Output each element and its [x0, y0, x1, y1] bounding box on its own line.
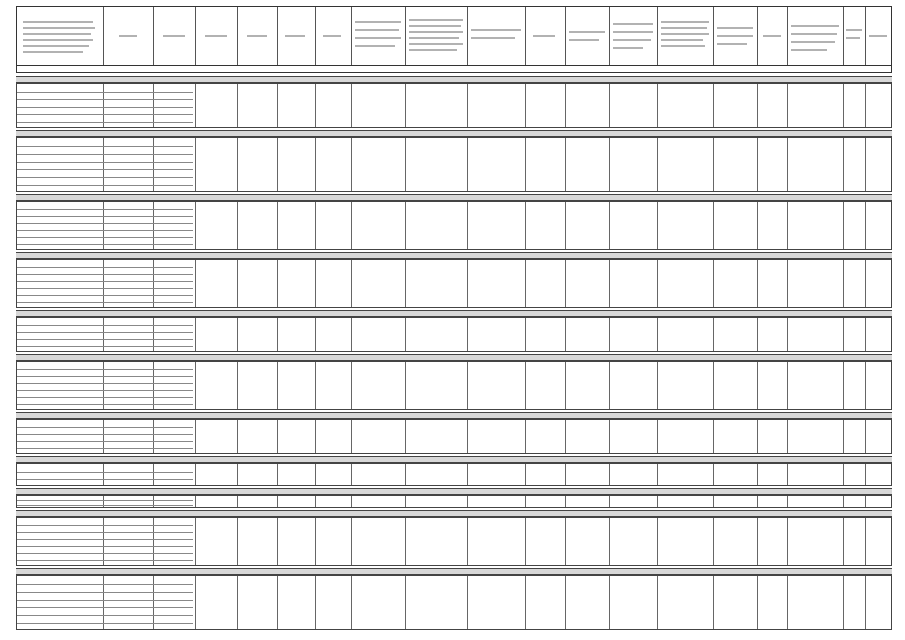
grid-line — [609, 362, 610, 409]
table-row — [17, 223, 193, 224]
grid-line — [315, 84, 316, 127]
table-row — [17, 274, 193, 275]
header-col-9 — [405, 7, 468, 65]
grid-line — [865, 318, 866, 351]
grid-line — [351, 260, 352, 307]
table-row — [17, 479, 193, 480]
table-row — [17, 539, 193, 540]
grid-line — [843, 138, 844, 191]
table-section — [16, 130, 892, 192]
table-row — [17, 427, 193, 428]
grid-line — [657, 496, 658, 507]
grid-line — [315, 518, 316, 565]
grid-line — [865, 576, 866, 629]
table-row — [17, 244, 193, 245]
table-row — [17, 532, 193, 533]
grid-line — [405, 260, 406, 307]
grid-line — [865, 138, 866, 191]
grid-line — [525, 84, 526, 127]
table-section — [16, 488, 892, 508]
grid-line — [757, 576, 758, 629]
section-title-band — [16, 456, 892, 463]
table-row — [17, 185, 193, 186]
header-col-12 — [565, 7, 610, 65]
header-col-15 — [713, 7, 758, 65]
grid-line — [657, 362, 658, 409]
column-number-row — [16, 66, 892, 73]
table-row — [17, 114, 193, 115]
table-row — [17, 623, 193, 624]
grid-line — [315, 202, 316, 249]
table-section — [16, 194, 892, 250]
grid-line — [657, 202, 658, 249]
grid-line — [277, 138, 278, 191]
header-col-7 — [315, 7, 352, 65]
table-row — [17, 216, 193, 217]
grid-line — [787, 496, 788, 507]
grid-line — [787, 260, 788, 307]
header-col-5 — [237, 7, 278, 65]
table-row — [17, 376, 193, 377]
grid-line — [467, 464, 468, 485]
grid-line — [865, 420, 866, 453]
table-row — [17, 546, 193, 547]
grid-line — [277, 464, 278, 485]
table-section — [16, 252, 892, 308]
table-row — [17, 99, 193, 100]
grid-line — [195, 576, 196, 629]
section-title-band — [16, 412, 892, 419]
table-row — [17, 295, 193, 296]
grid-line — [525, 420, 526, 453]
table-row — [17, 162, 193, 163]
section-grid — [16, 361, 892, 410]
grid-line — [237, 496, 238, 507]
table-row — [17, 441, 193, 442]
grid-line — [609, 464, 610, 485]
grid-line — [565, 362, 566, 409]
grid-line — [467, 138, 468, 191]
grid-line — [757, 362, 758, 409]
section-title-band — [16, 76, 892, 83]
table-row — [17, 209, 193, 210]
section-grid — [16, 419, 892, 454]
grid-line — [277, 362, 278, 409]
grid-line — [757, 420, 758, 453]
table-row — [17, 154, 193, 155]
header-col-8 — [351, 7, 406, 65]
grid-line — [405, 202, 406, 249]
grid-line — [713, 576, 714, 629]
grid-line — [757, 464, 758, 485]
section-grid — [16, 259, 892, 308]
grid-line — [351, 202, 352, 249]
grid-line — [405, 84, 406, 127]
table-row — [17, 288, 193, 289]
grid-line — [467, 202, 468, 249]
grid-line — [565, 420, 566, 453]
grid-line — [843, 202, 844, 249]
section-title-band — [16, 510, 892, 517]
grid-line — [315, 420, 316, 453]
table-header — [16, 6, 892, 66]
grid-line — [315, 260, 316, 307]
table-section — [16, 510, 892, 566]
grid-line — [787, 138, 788, 191]
grid-line — [565, 464, 566, 485]
grid-line — [237, 464, 238, 485]
grid-line — [713, 496, 714, 507]
table-row — [17, 584, 193, 585]
section-grid — [16, 317, 892, 352]
grid-line — [757, 260, 758, 307]
grid-line — [843, 420, 844, 453]
grid-line — [843, 260, 844, 307]
grid-line — [277, 318, 278, 351]
grid-line — [467, 518, 468, 565]
grid-line — [195, 518, 196, 565]
grid-line — [657, 138, 658, 191]
grid-line — [565, 496, 566, 507]
grid-line — [713, 138, 714, 191]
table-row — [17, 169, 193, 170]
grid-line — [237, 576, 238, 629]
grid-line — [277, 202, 278, 249]
section-title-band — [16, 194, 892, 201]
grid-line — [467, 420, 468, 453]
grid-line — [757, 318, 758, 351]
grid-line — [865, 84, 866, 127]
grid-line — [405, 576, 406, 629]
table-section — [16, 76, 892, 128]
grid-line — [277, 576, 278, 629]
grid-line — [315, 496, 316, 507]
section-title-band — [16, 568, 892, 575]
grid-line — [843, 318, 844, 351]
grid-line — [757, 496, 758, 507]
header-col-17 — [787, 7, 844, 65]
grid-line — [565, 84, 566, 127]
grid-line — [153, 464, 154, 485]
grid-line — [467, 260, 468, 307]
header-col-10 — [467, 7, 526, 65]
section-title-band — [16, 354, 892, 361]
grid-line — [351, 464, 352, 485]
header-col-18 — [843, 7, 866, 65]
table-row — [17, 600, 193, 601]
grid-line — [757, 84, 758, 127]
grid-line — [787, 518, 788, 565]
header-col-4 — [195, 7, 238, 65]
table-row — [17, 177, 193, 178]
header-col-2 — [103, 7, 154, 65]
table-row — [17, 615, 193, 616]
header-col-14 — [657, 7, 714, 65]
header-col-11 — [525, 7, 566, 65]
grid-line — [713, 464, 714, 485]
header-col-19 — [865, 7, 893, 65]
grid-line — [609, 420, 610, 453]
grid-line — [609, 318, 610, 351]
grid-line — [467, 362, 468, 409]
grid-line — [195, 496, 196, 507]
grid-line — [525, 362, 526, 409]
table-row — [17, 592, 193, 593]
table-row — [17, 325, 193, 326]
section-grid — [16, 201, 892, 250]
grid-line — [525, 202, 526, 249]
grid-line — [467, 576, 468, 629]
grid-line — [565, 318, 566, 351]
grid-line — [565, 576, 566, 629]
grid-line — [713, 518, 714, 565]
grid-line — [315, 138, 316, 191]
grid-line — [565, 138, 566, 191]
table-row — [17, 107, 193, 108]
table-row — [17, 525, 193, 526]
grid-line — [525, 318, 526, 351]
table-row — [17, 472, 193, 473]
table-row — [17, 369, 193, 370]
table-row — [17, 237, 193, 238]
grid-line — [195, 202, 196, 249]
grid-line — [713, 362, 714, 409]
grid-line — [237, 84, 238, 127]
section-grid — [16, 495, 892, 508]
grid-line — [405, 518, 406, 565]
table-row — [17, 339, 193, 340]
table-row — [17, 302, 193, 303]
grid-line — [405, 496, 406, 507]
grid-line — [565, 518, 566, 565]
grid-line — [865, 202, 866, 249]
grid-line — [525, 464, 526, 485]
grid-line — [351, 138, 352, 191]
grid-line — [525, 518, 526, 565]
grid-line — [195, 318, 196, 351]
table-section — [16, 456, 892, 486]
table-row — [17, 500, 193, 501]
grid-line — [277, 518, 278, 565]
grid-line — [713, 260, 714, 307]
table-row — [17, 92, 193, 93]
section-title-band — [16, 130, 892, 137]
grid-line — [315, 362, 316, 409]
header-col-6 — [277, 7, 316, 65]
grid-line — [609, 496, 610, 507]
grid-line — [405, 362, 406, 409]
grid-line — [405, 138, 406, 191]
table-row — [17, 448, 193, 449]
grid-line — [405, 420, 406, 453]
table-row — [17, 346, 193, 347]
table-section — [16, 412, 892, 454]
grid-line — [351, 318, 352, 351]
grid-line — [609, 576, 610, 629]
table-row — [17, 281, 193, 282]
grid-line — [195, 464, 196, 485]
header-col-16 — [757, 7, 788, 65]
grid-line — [195, 420, 196, 453]
grid-line — [843, 84, 844, 127]
grid-line — [657, 576, 658, 629]
grid-line — [657, 518, 658, 565]
grid-line — [277, 420, 278, 453]
grid-line — [351, 362, 352, 409]
grid-line — [843, 464, 844, 485]
header-col-3 — [153, 7, 196, 65]
grid-line — [405, 464, 406, 485]
section-grid — [16, 83, 892, 128]
grid-line — [713, 202, 714, 249]
grid-line — [713, 84, 714, 127]
grid-line — [195, 260, 196, 307]
grid-line — [277, 260, 278, 307]
grid-line — [787, 202, 788, 249]
grid-line — [713, 420, 714, 453]
table-row — [17, 230, 193, 231]
section-grid — [16, 463, 892, 486]
grid-line — [525, 496, 526, 507]
grid-line — [237, 260, 238, 307]
grid-line — [787, 420, 788, 453]
grid-line — [843, 362, 844, 409]
grid-line — [865, 518, 866, 565]
grid-line — [467, 496, 468, 507]
table-row — [17, 434, 193, 435]
grid-line — [237, 202, 238, 249]
grid-line — [609, 202, 610, 249]
grid-line — [525, 576, 526, 629]
table-section — [16, 568, 892, 630]
table-row — [17, 332, 193, 333]
grid-line — [757, 138, 758, 191]
grid-line — [351, 518, 352, 565]
grid-line — [525, 138, 526, 191]
grid-line — [195, 84, 196, 127]
grid-line — [609, 518, 610, 565]
grid-line — [277, 84, 278, 127]
grid-line — [787, 84, 788, 127]
table-row — [17, 146, 193, 147]
table-row — [17, 560, 193, 561]
grid-line — [843, 518, 844, 565]
grid-line — [713, 318, 714, 351]
section-grid — [16, 575, 892, 630]
grid-line — [865, 362, 866, 409]
grid-line — [565, 202, 566, 249]
grid-line — [757, 202, 758, 249]
grid-line — [609, 84, 610, 127]
grid-line — [237, 318, 238, 351]
grid-line — [315, 576, 316, 629]
grid-line — [565, 260, 566, 307]
table-row — [17, 383, 193, 384]
table-section — [16, 310, 892, 352]
grid-line — [657, 84, 658, 127]
grid-line — [351, 84, 352, 127]
grid-line — [787, 576, 788, 629]
grid-line — [467, 318, 468, 351]
grid-line — [657, 464, 658, 485]
grid-line — [351, 496, 352, 507]
grid-line — [351, 576, 352, 629]
grid-line — [757, 518, 758, 565]
table-section — [16, 354, 892, 410]
grid-line — [843, 496, 844, 507]
header-col-1 — [17, 7, 104, 65]
grid-line — [609, 138, 610, 191]
table-row — [17, 553, 193, 554]
grid-line — [787, 318, 788, 351]
table-row — [17, 267, 193, 268]
grid-line — [237, 420, 238, 453]
grid-line — [657, 318, 658, 351]
table-row — [17, 122, 193, 123]
grid-line — [195, 362, 196, 409]
section-title-band — [16, 252, 892, 259]
table-row — [17, 397, 193, 398]
table-row — [17, 390, 193, 391]
grid-line — [315, 464, 316, 485]
grid-line — [237, 138, 238, 191]
grid-line — [405, 318, 406, 351]
section-title-band — [16, 488, 892, 495]
section-grid — [16, 517, 892, 566]
grid-line — [865, 464, 866, 485]
grid-line — [787, 362, 788, 409]
grid-line — [103, 464, 104, 485]
grid-line — [843, 576, 844, 629]
grid-line — [525, 260, 526, 307]
table-row — [17, 404, 193, 405]
section-title-band — [16, 310, 892, 317]
grid-line — [467, 84, 468, 127]
grid-line — [865, 260, 866, 307]
grid-line — [787, 464, 788, 485]
table-row — [17, 607, 193, 608]
grid-line — [657, 420, 658, 453]
grid-line — [351, 420, 352, 453]
grid-line — [657, 260, 658, 307]
section-grid — [16, 137, 892, 192]
grid-line — [195, 138, 196, 191]
header-col-13 — [609, 7, 658, 65]
grid-line — [315, 318, 316, 351]
grid-line — [237, 362, 238, 409]
table-row — [17, 505, 193, 506]
grid-line — [609, 260, 610, 307]
grid-line — [277, 496, 278, 507]
grid-line — [237, 518, 238, 565]
document-page — [16, 6, 892, 632]
grid-line — [865, 496, 866, 507]
